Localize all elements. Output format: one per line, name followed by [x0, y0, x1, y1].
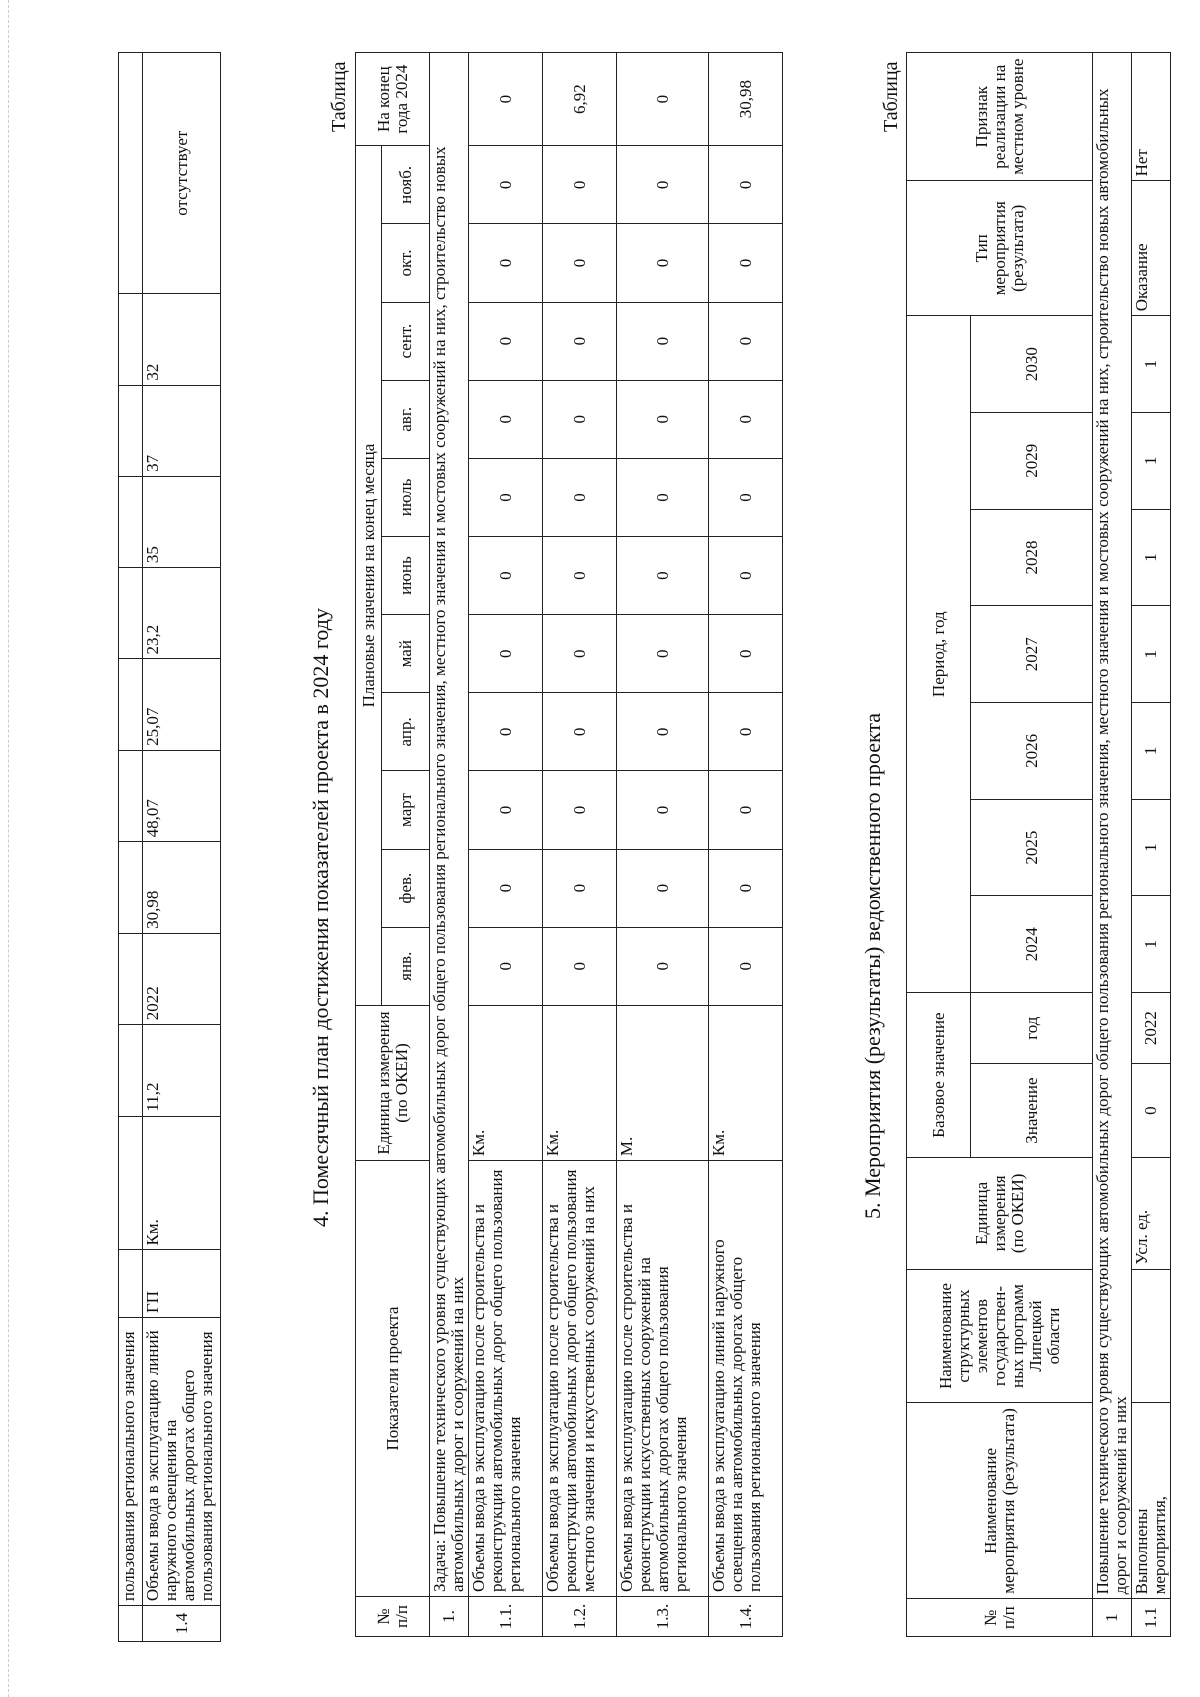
row-year-value: 1 — [1132, 509, 1171, 606]
task-num: 1 — [1093, 1599, 1132, 1637]
row-month-value: 0 — [617, 771, 709, 849]
row-unit: Км. — [469, 1005, 543, 1160]
row-month-value: 0 — [469, 927, 543, 1005]
row-month-value: 0 — [469, 693, 543, 771]
task-text: Повышение технического уровня существующих автомобильных дорог общего пользования регионального значения, местного значения и мостовых сооружений на них, строительство новых автомобильных дорог и сооружений на них — [1093, 53, 1132, 1599]
row-month-value: 0 — [469, 849, 543, 927]
row-month-value: 0 — [543, 849, 617, 927]
prev-row-value: 25,07 — [143, 659, 221, 750]
row-month-value: 0 — [709, 927, 783, 1005]
row-month-value: 0 — [617, 146, 709, 224]
row-month-value: 0 — [543, 146, 617, 224]
month-header: нояб. — [382, 146, 430, 224]
row-month-value: 0 — [617, 537, 709, 615]
prev-row-last: отсутствует — [143, 53, 221, 294]
col-header-base-value: Значение — [971, 1064, 1093, 1158]
row-indicator: Объемы ввода в эксплуатацию после строительства и реконструкции искусственных сооружений на автомобильных дорогах общего пользования регионального значения — [617, 1161, 709, 1597]
col-header-period: Период, год — [907, 316, 971, 993]
row-month-value: 0 — [543, 771, 617, 849]
prev-row-value: 32 — [143, 294, 221, 385]
task-text: Задача: Повышение технического уровня существующих автомобильных дорог общего пользования регионального значения, местного значения и мостовых сооружений на них, строительство новых автомобильных дорог и сооружений на них — [430, 53, 469, 1597]
col-header-type: Тип мероприятия (результата) — [907, 181, 1093, 316]
prev-row-base-value: 11,2 — [143, 1025, 221, 1116]
row-month-value: 0 — [617, 849, 709, 927]
row-year-value: 1 — [1132, 896, 1171, 993]
monthly-plan-table — [355, 52, 783, 1637]
month-header: сент. — [382, 302, 430, 380]
section-5-table-label: Таблица — [880, 61, 902, 132]
col-header-base-year: год — [971, 993, 1093, 1064]
row-month-value: 0 — [469, 380, 543, 458]
row-activity: Выполнены мероприятия, — [1132, 1403, 1171, 1599]
row-month-value: 0 — [543, 302, 617, 380]
row-month-value: 0 — [543, 693, 617, 771]
row-year-value: 1 — [1132, 412, 1171, 509]
year-header: 2026 — [971, 703, 1093, 800]
prev-row-name: Объемы ввода в эксплуатацию линий наружного освещения на автомобильных дорогах общего пользования регионального значения — [143, 1318, 221, 1606]
prev-row-num: 1.4 — [143, 1606, 221, 1642]
row-month-value: 0 — [617, 302, 709, 380]
activities-table — [906, 52, 1171, 1637]
col-header-structure: Наименование структурных элементов государствен-ных программ Липецкой области — [907, 1269, 1093, 1403]
year-header: 2024 — [971, 896, 1093, 993]
table-row — [1132, 53, 1171, 1637]
table-row — [469, 53, 543, 1637]
row-unit: Км. — [709, 1005, 783, 1160]
row-month-value: 0 — [543, 537, 617, 615]
row-unit: Усл. ед. — [1132, 1158, 1171, 1269]
row-month-value: 0 — [543, 615, 617, 693]
row-month-value: 0 — [617, 224, 709, 302]
row-base-year: 2022 — [1132, 993, 1171, 1064]
col-header-base: Базовое значение — [907, 993, 971, 1158]
row-month-value: 0 — [617, 380, 709, 458]
row-month-value: 0 — [469, 615, 543, 693]
row-month-value: 0 — [617, 458, 709, 536]
row-year-value: 1 — [1132, 799, 1171, 896]
row-year-end-value: 0 — [617, 53, 709, 146]
row-month-value: 0 — [709, 380, 783, 458]
prev-row-value: 30,98 — [143, 842, 221, 933]
row-unit: М. — [617, 1005, 709, 1160]
col-header-plan: Плановые значения на конец месяца — [356, 146, 382, 1006]
section-4-table-label: Таблица — [328, 61, 350, 132]
row-month-value: 0 — [469, 224, 543, 302]
prev-row-value: 48,07 — [143, 750, 221, 841]
row-num: 1.3. — [617, 1596, 709, 1636]
row-month-value: 0 — [543, 224, 617, 302]
row-structure — [1132, 1269, 1171, 1403]
prev-row-base-year: 2022 — [143, 933, 221, 1024]
prev-row-level: ГП — [143, 1250, 221, 1318]
previous-indicators-table — [118, 52, 221, 1642]
row-year-value: 1 — [1132, 606, 1171, 703]
prev-cont-text: пользования регионального значения — [119, 1318, 143, 1606]
row-num: 1.4. — [709, 1596, 783, 1636]
row-month-value: 0 — [469, 302, 543, 380]
row-year-end-value: 6,92 — [543, 53, 617, 146]
row-local: Нет — [1132, 53, 1171, 181]
row-month-value: 0 — [469, 537, 543, 615]
col-header-num: № п/п — [356, 1596, 430, 1636]
row-month-value: 0 — [709, 224, 783, 302]
table-row — [617, 53, 709, 1637]
col-header-unit: Единица измерения (по ОКЕИ) — [907, 1158, 1093, 1269]
prev-cont-num-cell — [119, 1606, 143, 1642]
col-header-unit: Единица измерения (по ОКЕИ) — [356, 1005, 430, 1160]
month-header: март — [382, 771, 430, 849]
row-month-value: 0 — [709, 146, 783, 224]
row-month-value: 0 — [469, 771, 543, 849]
row-unit: Км. — [543, 1005, 617, 1160]
task-num: 1. — [430, 1596, 469, 1636]
row-year-end-value: 30,98 — [709, 53, 783, 146]
prev-row-value: 35 — [143, 476, 221, 567]
row-month-value: 0 — [709, 693, 783, 771]
year-header: 2029 — [971, 412, 1093, 509]
row-year-value: 1 — [1132, 316, 1171, 413]
month-header: фев. — [382, 849, 430, 927]
year-header: 2030 — [971, 316, 1093, 413]
row-indicator: Объемы ввода в эксплуатацию линий наружного освещения на автомобильных дорогах общего пользования регионального значения — [709, 1161, 783, 1597]
row-month-value: 0 — [709, 849, 783, 927]
section-4-title: 4. Помесячный план достижения показателей проекта в 2024 году — [308, 608, 333, 1227]
col-header-local: Признак реализации на местном уровне — [907, 53, 1093, 181]
row-month-value: 0 — [709, 302, 783, 380]
row-month-value: 0 — [709, 615, 783, 693]
row-month-value: 0 — [709, 537, 783, 615]
row-indicator: Объемы ввода в эксплуатацию после строительства и реконструкции автомобильных дорог общего пользования регионального значения — [469, 1161, 543, 1597]
col-header-activity: Наименование мероприятия (результата) — [907, 1403, 1093, 1599]
row-year-end-value: 0 — [469, 53, 543, 146]
row-num: 1.2. — [543, 1596, 617, 1636]
col-header-indicator: Показатели проекта — [356, 1161, 430, 1597]
month-header: янв. — [382, 927, 430, 1005]
year-header: 2025 — [971, 799, 1093, 896]
row-num: 1.1 — [1132, 1599, 1171, 1637]
table-row — [709, 53, 783, 1637]
month-header: июль — [382, 458, 430, 536]
month-header: апр. — [382, 693, 430, 771]
row-month-value: 0 — [617, 927, 709, 1005]
col-header-num: № п/п — [907, 1599, 1093, 1637]
month-header: авг. — [382, 380, 430, 458]
row-month-value: 0 — [617, 693, 709, 771]
row-month-value: 0 — [543, 458, 617, 536]
row-month-value: 0 — [709, 458, 783, 536]
row-indicator: Объемы ввода в эксплуатацию после строительства и реконструкции автомобильных дорог общего пользования местного значения и искусственных сооружений на них — [543, 1161, 617, 1597]
row-month-value: 0 — [469, 458, 543, 536]
year-header: 2027 — [971, 606, 1093, 703]
prev-row-value: 37 — [143, 385, 221, 476]
prev-row-unit: Км. — [143, 1116, 221, 1250]
row-month-value: 0 — [543, 927, 617, 1005]
row-month-value: 0 — [617, 615, 709, 693]
row-month-value: 0 — [469, 146, 543, 224]
row-type: Оказание — [1132, 181, 1171, 316]
prev-row-value: 23,2 — [143, 568, 221, 659]
section-5-title: 5. Мероприятия (результаты) ведомственного проекта — [860, 712, 885, 1219]
month-header: июнь — [382, 537, 430, 615]
month-header: окт. — [382, 224, 430, 302]
col-header-year-end: На конец года 2024 — [356, 53, 430, 146]
table-row — [543, 53, 617, 1637]
row-month-value: 0 — [709, 771, 783, 849]
row-num: 1.1. — [469, 1596, 543, 1636]
month-header: май — [382, 615, 430, 693]
year-header: 2028 — [971, 509, 1093, 606]
row-year-value: 1 — [1132, 703, 1171, 800]
scan-edge-line — [8, 0, 9, 1697]
row-base-value: 0 — [1132, 1064, 1171, 1158]
row-month-value: 0 — [543, 380, 617, 458]
